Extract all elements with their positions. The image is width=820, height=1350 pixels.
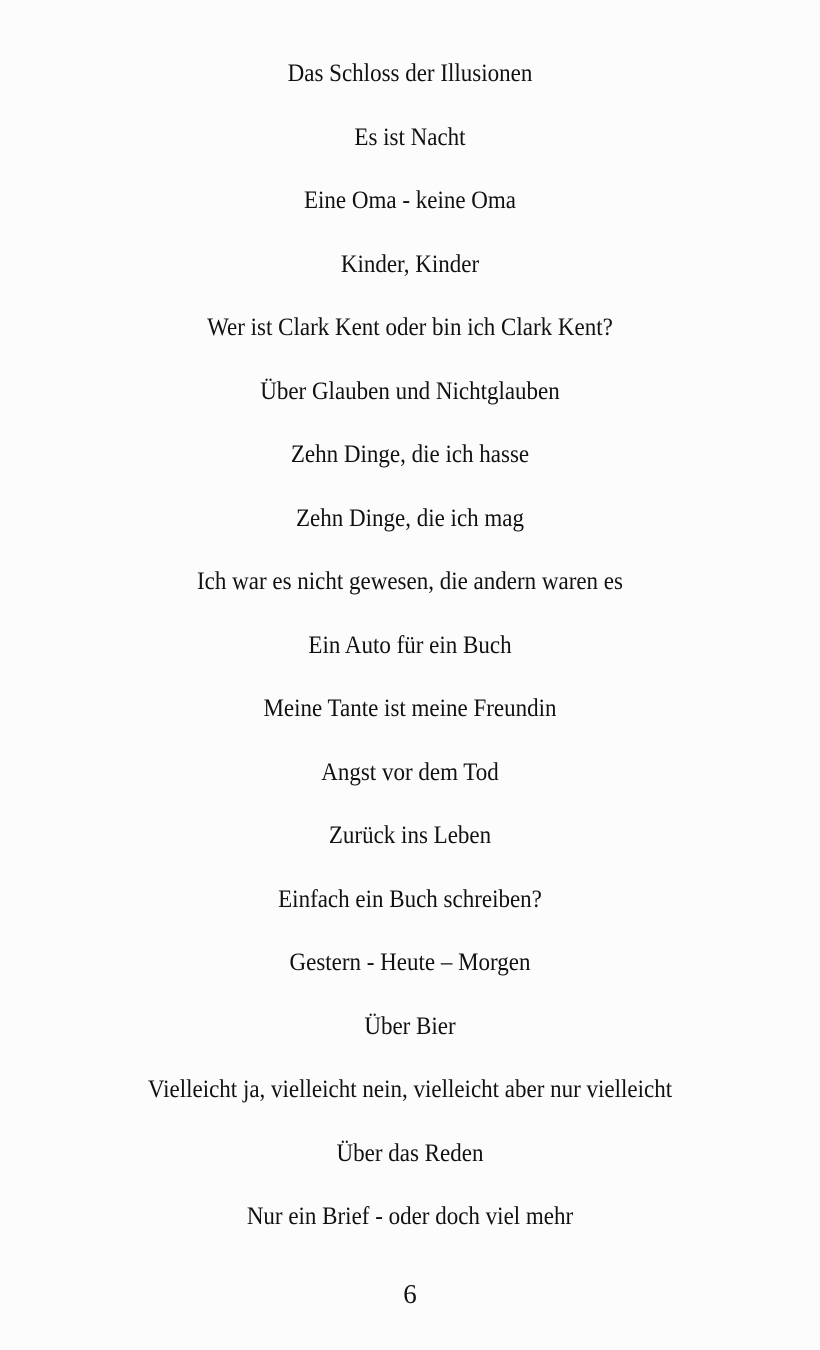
- toc-entry: Über Bier: [364, 1012, 456, 1040]
- toc-entry: Ich war es nicht gewesen, die andern waren es: [197, 568, 623, 595]
- toc-entry: Zurück ins Leben: [328, 822, 492, 849]
- toc-entry: Ein Auto für ein Buch: [308, 631, 512, 659]
- toc-entry: Meine Tante ist meine Freundin: [263, 695, 557, 722]
- page-number: 6: [403, 1279, 417, 1309]
- toc-entry: Einfach ein Buch schreiben?: [278, 885, 542, 913]
- toc-entry: Wer ist Clark Kent oder bin ich Clark Kent?: [207, 314, 613, 341]
- toc-entry: Es ist Nacht: [354, 123, 466, 151]
- toc-entry: Über Glauben und Nichtglauben: [260, 377, 560, 405]
- toc-entry: Zehn Dinge, die ich hasse: [290, 441, 530, 468]
- toc-entry: Das Schloss der Illusionen: [287, 60, 533, 87]
- toc-entry: Vielleicht ja, vielleicht nein, vielleicht aber nur vielleicht: [147, 1076, 673, 1103]
- toc-entry: Angst vor dem Tod: [321, 758, 499, 786]
- toc-entry: Gestern - Heute – Morgen: [289, 949, 531, 976]
- toc-entry: Eine Oma - keine Oma: [303, 187, 517, 214]
- toc-entry: Kinder, Kinder: [340, 250, 480, 278]
- toc-entry: Über das Reden: [336, 1139, 484, 1167]
- table-of-contents: [0, 56, 820, 1263]
- toc-entry: Zehn Dinge, die ich mag: [295, 504, 525, 532]
- toc-entry: Nur ein Brief - oder doch viel mehr: [246, 1203, 574, 1230]
